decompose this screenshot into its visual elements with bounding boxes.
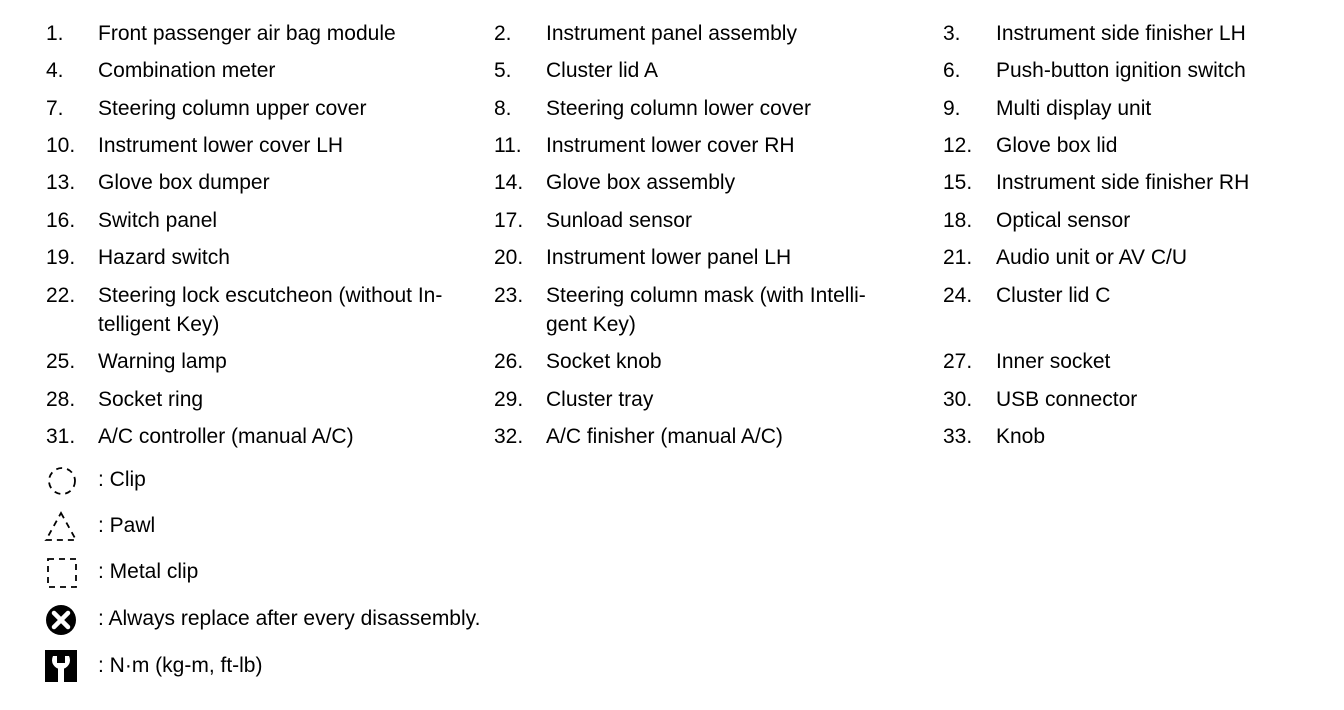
clip-icon [44,462,80,498]
always-replace-icon [44,601,80,637]
symbol-label: : Metal clip [98,560,199,583]
item-number: 32. [494,425,524,448]
item-label: Glove box lid [996,134,1118,157]
symbol-row-pawl [0,508,700,548]
item-label: Instrument panel assembly [546,22,797,45]
item-number: 26. [494,350,524,373]
item-label: USB connector [996,388,1138,411]
item-number: 6. [943,59,961,82]
torque-wrench-icon [44,648,80,684]
legend-row [0,348,1344,384]
item-label: Steering column upper cover [98,97,367,120]
item-label-continued: gent Key) [546,313,636,336]
item-number: 22. [46,284,76,307]
item-label: Instrument lower cover LH [98,134,344,157]
item-number: 7. [46,97,64,120]
item-number: 10. [46,134,76,157]
legend-row [0,207,1344,243]
legend-row [0,423,1344,459]
symbol-row-torque [0,648,700,688]
symbol-row-metal-clip [0,554,700,594]
item-number: 2. [494,22,512,45]
item-label: Cluster lid A [546,59,659,82]
item-number: 1. [46,22,64,45]
item-label: Audio unit or AV C/U [996,246,1188,269]
item-label: Warning lamp [98,350,227,373]
symbol-label: : Always replace after every disassembly. [98,607,481,630]
item-number: 17. [494,209,524,232]
item-label: Steering column lower cover [546,97,811,120]
item-label: Socket ring [98,388,204,411]
item-label: Instrument side finisher RH [996,171,1250,194]
item-number: 5. [494,59,512,82]
item-number: 14. [494,171,524,194]
metal-clip-icon [44,554,80,590]
legend-row [0,386,1344,422]
item-number: 25. [46,350,76,373]
item-number: 3. [943,22,961,45]
item-number: 19. [46,246,76,269]
symbol-row-always-replace [0,601,700,641]
item-number: 23. [494,284,524,307]
item-label: Sunload sensor [546,209,692,232]
item-label: Combination meter [98,59,276,82]
item-number: 20. [494,246,524,269]
item-label-continued: telligent Key) [98,313,220,336]
item-label: Cluster tray [546,388,654,411]
item-number: 4. [46,59,64,82]
legend-row [0,169,1344,205]
item-label: Steering column mask (with Intelli- [546,284,866,307]
item-number: 13. [46,171,76,194]
item-label: Instrument lower cover RH [546,134,795,157]
item-label: Multi display unit [996,97,1152,120]
item-number: 15. [943,171,973,194]
item-number: 11. [494,134,522,157]
legend-row [0,95,1344,131]
legend-row [0,20,1344,56]
symbol-row-clip [0,462,700,502]
legend-row [0,244,1344,280]
item-label: Glove box assembly [546,171,736,194]
legend-row [0,57,1344,93]
item-label: Switch panel [98,209,218,232]
item-label: Knob [996,425,1046,448]
item-label: A/C finisher (manual A/C) [546,425,783,448]
symbol-label: : Clip [98,468,146,491]
item-label: Push-button ignition switch [996,59,1246,82]
item-number: 30. [943,388,973,411]
pawl-icon [44,508,80,544]
item-number: 8. [494,97,512,120]
symbol-label: : Pawl [98,514,156,537]
item-label: Instrument side finisher LH [996,22,1246,45]
legend-row [0,132,1344,168]
item-number: 18. [943,209,973,232]
item-label: Inner socket [996,350,1111,373]
item-number: 33. [943,425,973,448]
item-label: Optical sensor [996,209,1131,232]
symbol-label: : N·m (kg-m, ft-lb) [98,654,263,677]
item-number: 29. [494,388,524,411]
item-number: 27. [943,350,973,373]
item-label: Steering lock escutcheon (without In- [98,284,443,307]
item-number: 24. [943,284,973,307]
item-number: 31. [46,425,76,448]
item-number: 12. [943,134,973,157]
item-label: Instrument lower panel LH [546,246,792,269]
legend-row [0,282,1344,346]
item-label: A/C controller (manual A/C) [98,425,354,448]
item-label: Socket knob [546,350,662,373]
item-label: Cluster lid C [996,284,1111,307]
item-number: 9. [943,97,961,120]
item-label: Glove box dumper [98,171,270,194]
item-number: 16. [46,209,76,232]
item-label: Front passenger air bag module [98,22,396,45]
item-label: Hazard switch [98,246,230,269]
item-number: 28. [46,388,76,411]
item-number: 21. [943,246,973,269]
